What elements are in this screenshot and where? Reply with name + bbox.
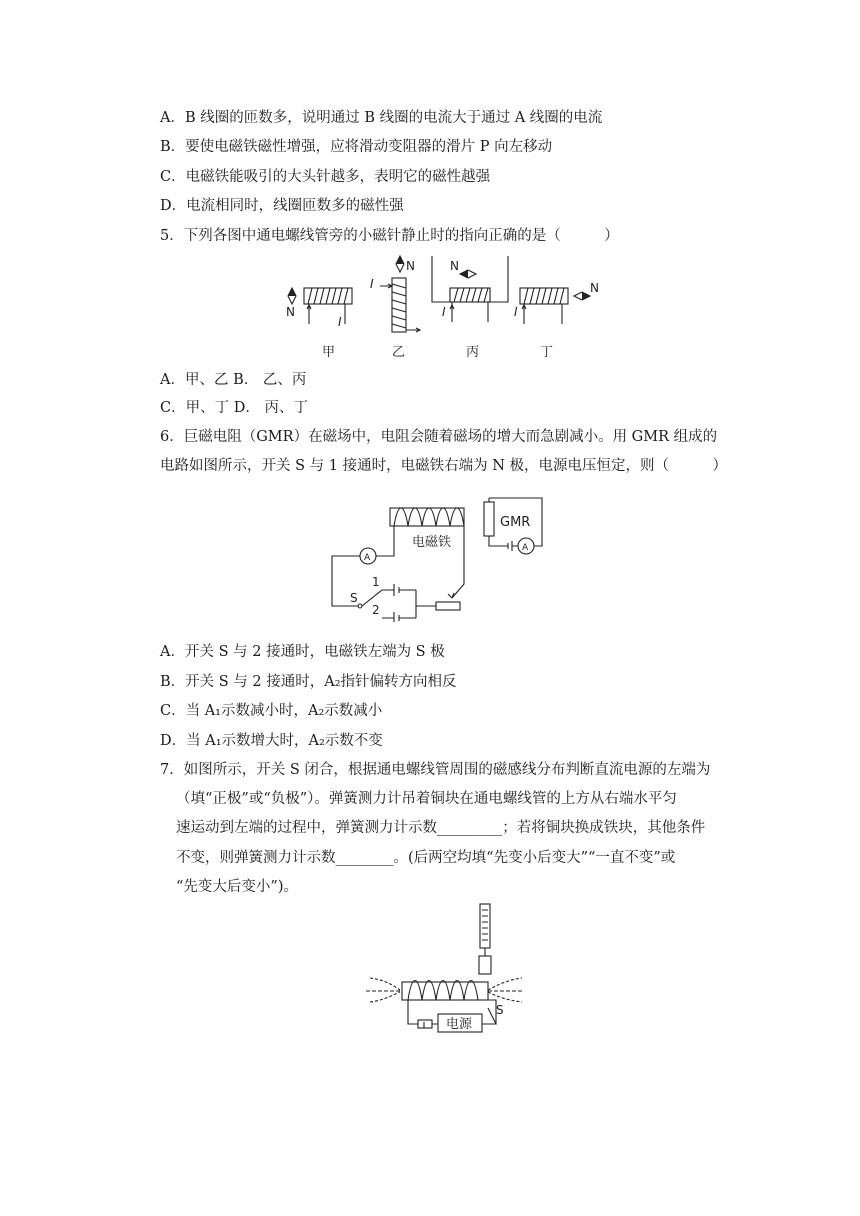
north-label: N [406, 259, 415, 273]
q4-option-d: D．电流相同时，线圈匝数多的磁性强 [160, 198, 404, 214]
q7-line1: 7．如图所示，开关 S 闭合，根据通电螺线管周围的磁感线分布判断直流电源的左端为 [160, 762, 711, 778]
spring-scale [480, 904, 490, 948]
solenoid [402, 982, 488, 1000]
figure-jia [286, 288, 352, 360]
q4-option-a: A．B 线圈的匝数多，说明通过 B 线圈的电流大于通过 A 线圈的电流 [160, 110, 603, 126]
switch-label: S [350, 591, 358, 605]
current-label: I [370, 277, 374, 291]
q4-option-c: C．电磁铁能吸引的大头针越多，表明它的磁性越强 [160, 169, 491, 185]
power-label: 电源 [446, 1017, 473, 1032]
q6-stem-line1: 6．巨磁电阻（GMR）在磁场中，电阻会随着磁场的增大而急剧减小。用 GMR 组成的 [160, 429, 718, 445]
current-label: I [442, 305, 446, 319]
q7-line4: 不变，则弹簧测力计示数________。(后两空均填“先变小后变大”“一直不变”或 [176, 850, 676, 866]
ammeter-a1-label: A [364, 553, 371, 563]
q5-figure [282, 252, 602, 364]
ammeter-a2-label: A [522, 543, 529, 553]
north-label: N [450, 259, 459, 273]
current-label: I [514, 305, 518, 319]
q5-options-cd: C．甲、丁 D． 丙、丁 [160, 400, 308, 416]
q7-line3: 速运动到左端的过程中，弹簧测力计示数_________；若将铜块换成铁块，其他条件 [176, 820, 706, 836]
q7-line2: （填“正极”或“负极”）。弹簧测力计吊着铜块在通电螺线管的上方从右端水平匀 [176, 791, 677, 807]
current-label: I [338, 315, 342, 329]
switch-label: S [496, 1003, 504, 1017]
q6-option-a: A．开关 S 与 2 接通时，电磁铁左端为 S 极 [160, 644, 445, 660]
north-label: N [286, 305, 295, 319]
electromagnet-label: 电磁铁 [412, 535, 452, 550]
contact-2-label: 2 [372, 603, 380, 617]
q6-option-d: D．当 A₁示数增大时，A₂示数不变 [160, 733, 383, 749]
q6-option-b: B．开关 S 与 2 接通时，A₂指针偏转方向相反 [160, 674, 457, 690]
figure-label-bing: 丙 [466, 345, 480, 360]
q5-options-ab: A．甲、乙 B． 乙、丙 [160, 372, 307, 388]
q6-figure [328, 494, 558, 622]
figure-ding [514, 281, 599, 360]
q4-option-b: B．要使电磁铁磁性增强，应将滑动变阻器的滑片 P 向左移动 [160, 139, 553, 155]
q7-figure [366, 902, 526, 1042]
figure-label-jia: 甲 [322, 345, 336, 360]
gmr-label: GMR [500, 515, 531, 530]
figure-bing [432, 256, 508, 360]
metal-block [479, 956, 491, 974]
north-label: N [590, 281, 599, 295]
q6-stem-line2: 电路如图所示，开关 S 与 1 接通时，电磁铁右端为 N 极，电源电压恒定，则（ ） [160, 458, 727, 474]
figure-label-yi: 乙 [392, 345, 406, 360]
q7-line5: “先变大后变小”)。 [176, 879, 298, 895]
q6-option-c: C．当 A₁示数减小时，A₂示数减小 [160, 703, 383, 719]
figure-label-ding: 丁 [540, 345, 554, 360]
q5-stem: 5．下列各图中通电螺线管旁的小磁针静止时的指向正确的是（ ） [160, 228, 619, 244]
contact-1-label: 1 [372, 575, 380, 589]
figure-yi [370, 256, 420, 360]
